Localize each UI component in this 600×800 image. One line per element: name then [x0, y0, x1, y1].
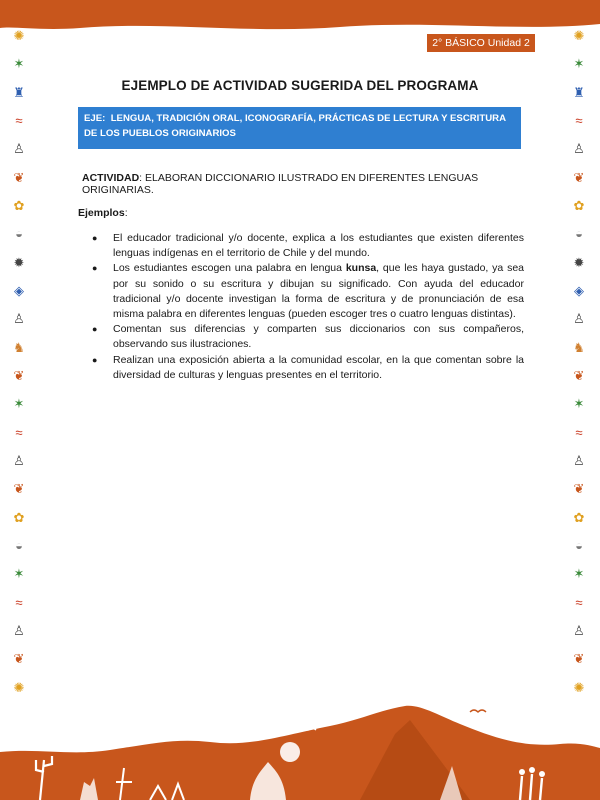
pot-icon: ◒	[575, 538, 583, 553]
person-icon: ♙	[573, 141, 585, 156]
bottom-landscape-illustration	[0, 690, 600, 800]
unit-tag: 2° BÁSICO Unidad 2	[427, 34, 535, 52]
activity-text: : ELABORAN DICCIONARIO ILUSTRADO EN DIFERENTES LENGUAS ORIGINARIAS.	[82, 172, 479, 196]
examples-list	[78, 231, 524, 383]
sun-icon: ✺	[13, 680, 25, 695]
eje-box	[78, 107, 521, 149]
bullet-icon: ●	[92, 263, 98, 274]
figure-icon: ✶	[13, 396, 25, 411]
person-icon: ♙	[573, 623, 585, 638]
fox-icon: ≈	[15, 425, 23, 440]
mask-icon: ◈	[14, 283, 24, 298]
person-icon: ♙	[13, 623, 25, 638]
pot-icon: ◒	[15, 226, 23, 241]
highlight-word: kunsa	[345, 262, 377, 275]
right-decor-strip	[566, 28, 592, 708]
bullet-icon: ●	[92, 354, 98, 365]
eje-text	[84, 111, 516, 141]
bird-icon: ❦	[13, 481, 25, 496]
fox-icon: ≈	[15, 113, 23, 128]
figure-icon: ✶	[13, 56, 25, 71]
list-item: ● Los estudiantes escogen una palabra en lengua kunsa, que les haya gustado, ya sea por su sonido o su escritura y dibujan su significado. Con ayuda del educador tradicional y/o docente investigan la forma de escritura y de pronunciación de esa misma palabra en diferentes lenguas (pueden escoger tres o cuatro lenguas distintas).	[92, 262, 524, 321]
list-item: ● Comentan sus diferencias y comparten sus diccionarios con sus compañeros, observando sus ilustraciones.	[92, 323, 524, 351]
examples-heading-label: Ejemplos	[78, 207, 125, 219]
eje-label: EJE:	[84, 113, 106, 124]
figure-icon: ✶	[573, 566, 585, 581]
llama-icon: ♞	[573, 340, 585, 355]
flower-icon: ✿	[13, 198, 25, 213]
activity-line	[82, 172, 542, 196]
examples-heading: Ejemplos:	[78, 207, 128, 219]
sunburst-icon: ✹	[573, 255, 585, 270]
bird-icon: ❦	[13, 368, 25, 383]
person-icon: ♙	[13, 141, 25, 156]
bullet-icon: ●	[92, 324, 98, 335]
totem-icon: ♜	[573, 85, 585, 100]
totem-icon: ♜	[13, 85, 25, 100]
figure-icon: ✶	[573, 396, 585, 411]
figure-icon: ✶	[13, 566, 25, 581]
sun-icon: ✺	[573, 28, 585, 43]
fox-icon: ≈	[575, 113, 583, 128]
fox-icon: ≈	[575, 425, 583, 440]
fox-icon: ≈	[15, 595, 23, 610]
person-icon: ♙	[573, 453, 585, 468]
pot-icon: ◒	[15, 538, 23, 553]
top-band-wave	[0, 18, 600, 34]
flower-icon: ✿	[573, 510, 585, 525]
pot-icon: ◒	[575, 226, 583, 241]
mask-icon: ◈	[574, 283, 584, 298]
sun-icon: ✺	[13, 28, 25, 43]
eje-description: LENGUA, TRADICIÓN ORAL, ICONOGRAFÍA, PRÁCTICAS DE LECTURA Y ESCRITURA DE LOS PUEBLOS ORIGINARIOS	[84, 113, 506, 139]
person-icon: ♙	[13, 311, 25, 326]
flower-icon: ✿	[573, 198, 585, 213]
flower-icon: ✿	[13, 510, 25, 525]
bird-icon: ❦	[573, 368, 585, 383]
activity-label: ACTIVIDAD	[82, 172, 140, 184]
left-decor-strip	[6, 28, 32, 708]
person-icon: ♙	[13, 453, 25, 468]
bird-icon: ❦	[573, 651, 585, 666]
bird-icon: ❦	[13, 170, 25, 185]
bird-icon: ❦	[573, 481, 585, 496]
sun-icon: ✺	[573, 680, 585, 695]
llama-icon: ♞	[13, 340, 25, 355]
list-item: ● El educador tradicional y/o docente, explica a los estudiantes que existen diferentes lenguas indígenas en el territorio de Chile y del mundo.	[92, 232, 524, 260]
page-title: EJEMPLO DE ACTIVIDAD SUGERIDA DEL PROGRAMA	[121, 78, 479, 93]
bullet-icon: ●	[92, 233, 98, 243]
figure-icon: ✶	[573, 56, 585, 71]
list-item: ● Realizan una exposición abierta a la comunidad escolar, en la que comentan sobre la diversidad de culturas y lenguas presentes en el territorio.	[92, 353, 524, 381]
fox-icon: ≈	[575, 595, 583, 610]
person-icon: ♙	[573, 311, 585, 326]
bird-icon: ❦	[13, 651, 25, 666]
sunburst-icon: ✹	[13, 255, 25, 270]
bird-icon: ❦	[573, 170, 585, 185]
